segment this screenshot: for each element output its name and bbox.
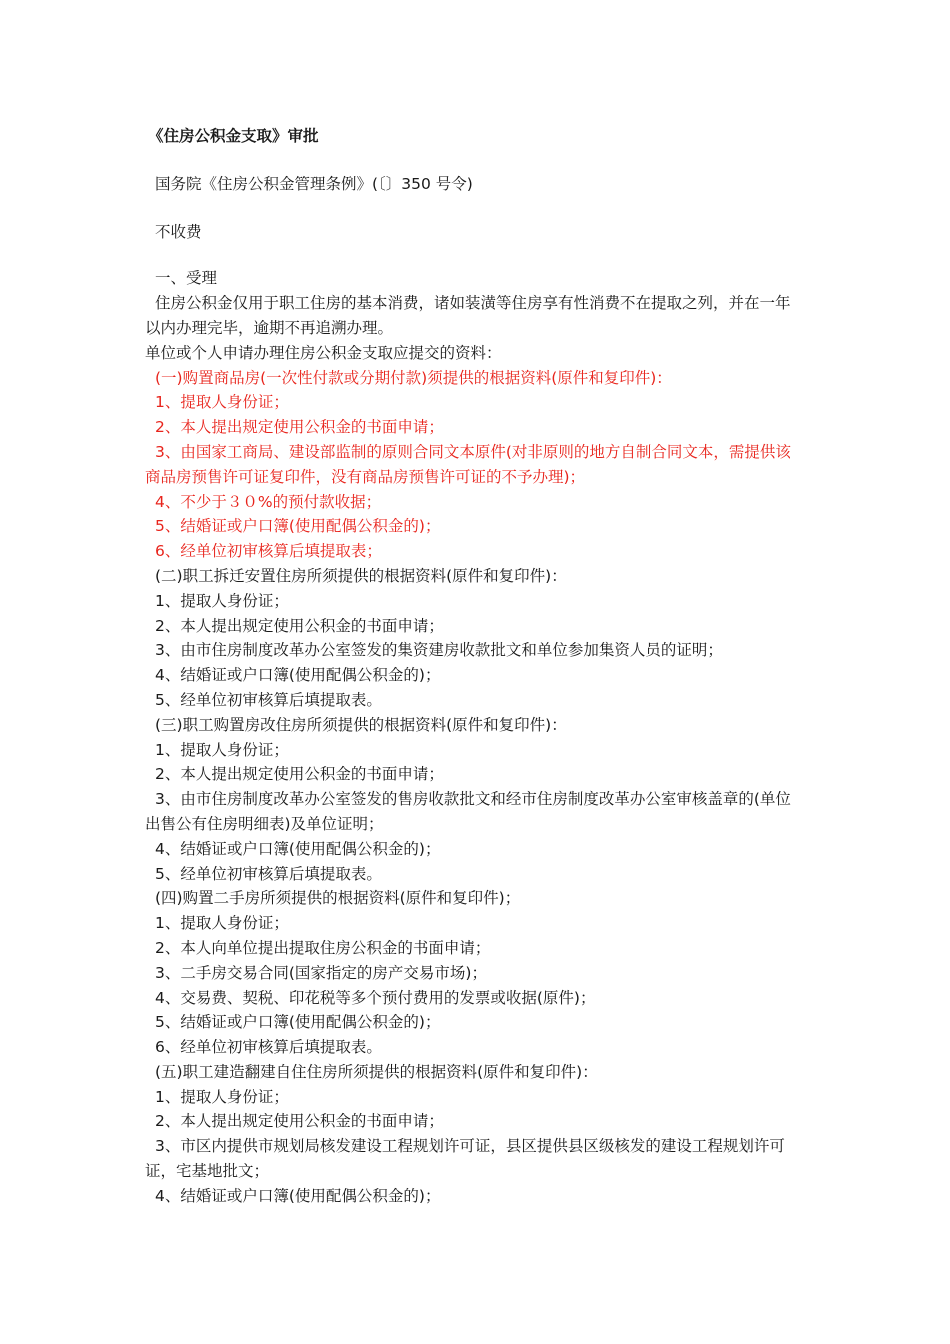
section-heading: 一、受理 <box>155 269 218 288</box>
list-item: 4、不少于３０%的预付款收据； <box>155 492 382 511</box>
list-item: 1、提取人身份证； <box>155 591 289 610</box>
list-item: 5、经单位初审核算后填提取表。 <box>155 864 382 883</box>
list-item: 4、结婚证或户口簿(使用配偶公积金的)； <box>155 666 441 685</box>
legal-basis: 国务院《住房公积金管理条例》(〔〕350 号令) <box>155 174 473 193</box>
group-heading: (一)购置商品房(一次性付款或分期付款)须提供的根据资料(原件和复印件)： <box>155 368 672 387</box>
intro-materials: 单位或个人申请办理住房公积金支取应提交的资料： <box>145 343 502 362</box>
group-heading: (三)职工购置房改住房所须提供的根据资料(原件和复印件)： <box>155 715 567 734</box>
list-item: 5、经单位初审核算后填提取表。 <box>155 690 382 709</box>
list-item: 4、交易费、契税、印花税等多个预付费用的发票或收据(原件)； <box>155 988 596 1007</box>
group-heading: (四)购置二手房所须提供的根据资料(原件和复印件)； <box>155 889 521 908</box>
list-item: 3、由市住房制度改革办公室签发的售房收款批文和经市住房制度改革办公室审核盖章的(单位出售公有住房明细表)及单位证明； <box>145 790 791 833</box>
list-item: 5、结婚证或户口簿(使用配偶公积金的)； <box>155 1013 441 1032</box>
fee-note: 不收费 <box>155 222 202 241</box>
list-item: 3、由国家工商局、建设部监制的原则合同文本原件(对非原则的地方自制合同文本，需提供该商品房预售许可证复印件，没有商品房预售许可证的不予办理)； <box>145 442 791 486</box>
group-1 <box>145 366 805 564</box>
list-item: 3、二手房交易合同(国家指定的房产交易市场)； <box>155 963 487 982</box>
list-item: 2、本人提出规定使用公积金的书面申请； <box>155 418 444 437</box>
list-item: 2、本人提出规定使用公积金的书面申请； <box>155 616 444 635</box>
list-item: 2、本人提出规定使用公积金的书面申请； <box>155 765 444 784</box>
group-3 <box>145 713 805 887</box>
list-item: 6、经单位初审核算后填提取表。 <box>155 1038 382 1057</box>
list-item: 1、提取人身份证； <box>155 1087 289 1106</box>
document-title: 《住房公积金支取》审批 <box>148 127 319 145</box>
intro-paragraph: 住房公积金仅用于职工住房的基本消费，诸如装潢等住房享有性消费不在提取之列，并在一年以内办理完毕，逾期不再追溯办理。 <box>145 294 791 337</box>
list-item: 1、提取人身份证； <box>155 914 289 933</box>
list-item: 1、提取人身份证； <box>155 393 289 412</box>
list-item: 4、结婚证或户口簿(使用配偶公积金的)； <box>155 1186 441 1205</box>
group-5 <box>145 1060 805 1209</box>
list-item: 4、结婚证或户口簿(使用配偶公积金的)； <box>155 839 441 858</box>
group-4 <box>145 886 805 1060</box>
list-item: 2、本人提出规定使用公积金的书面申请； <box>155 1112 444 1131</box>
list-item: 3、由市住房制度改革办公室签发的集资建房收款批文和单位参加集资人员的证明； <box>155 641 723 660</box>
list-item: 5、结婚证或户口簿(使用配偶公积金的)； <box>155 517 441 536</box>
group-heading: (二)职工拆迁安置住房所须提供的根据资料(原件和复印件)： <box>155 566 567 585</box>
list-item: 6、经单位初审核算后填提取表； <box>155 542 382 561</box>
list-item: 3、市区内提供市规划局核发建设工程规划许可证，县区提供县区级核发的建设工程规划许可证，宅基地批文； <box>145 1137 785 1181</box>
group-2 <box>145 564 805 713</box>
list-item: 2、本人向单位提出提取住房公积金的书面申请； <box>155 938 491 957</box>
list-item: 1、提取人身份证； <box>155 740 289 759</box>
group-heading: (五)职工建造翻建自住住房所须提供的根据资料(原件和复印件)： <box>155 1062 598 1081</box>
document-body <box>145 124 805 1209</box>
